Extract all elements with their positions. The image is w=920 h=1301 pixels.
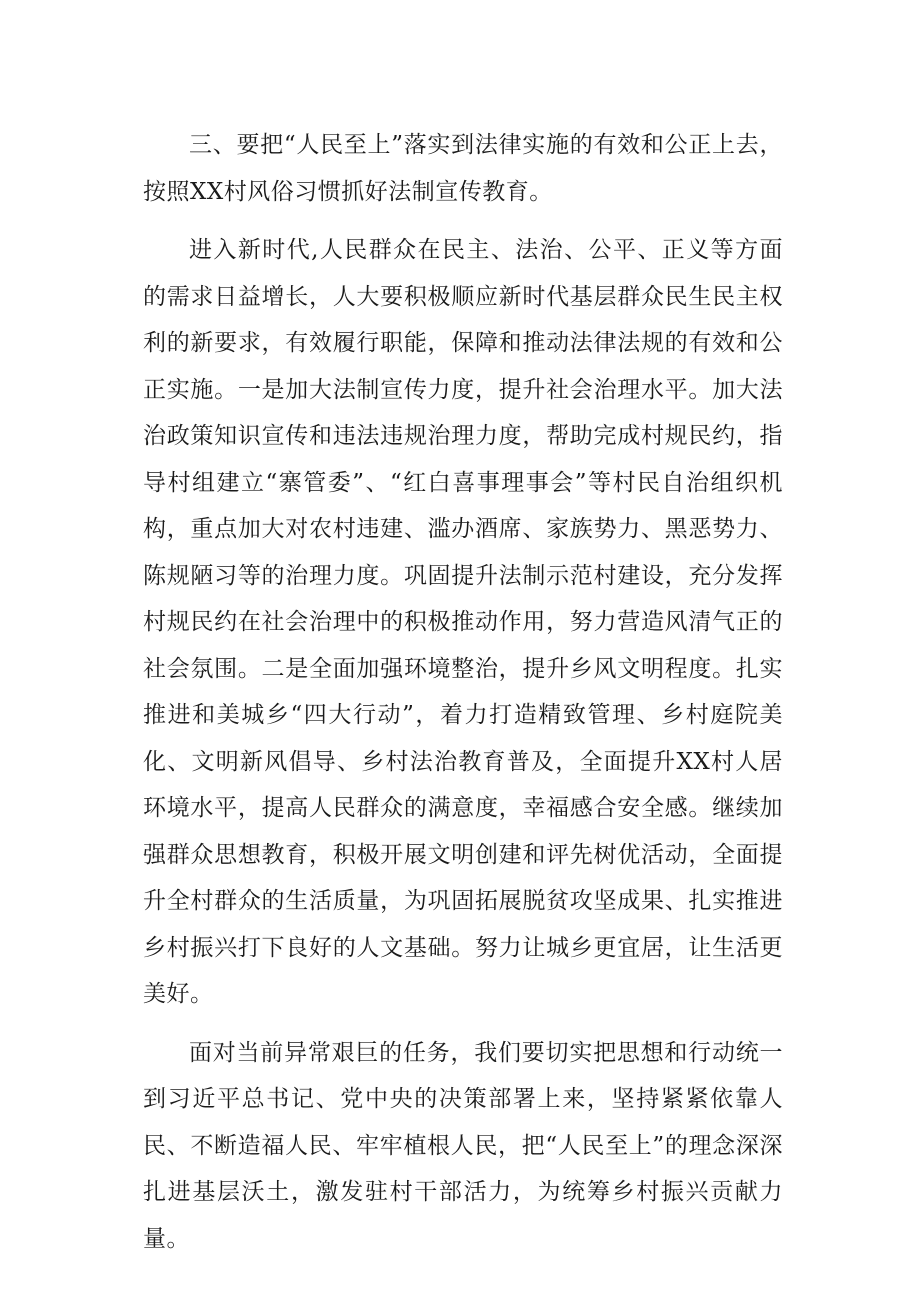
closing-paragraph: 面对当前异常艰巨的任务，我们要切实把思想和行动统一到习近平总书记、党中央的决策部署上来，坚持紧紧依靠人民、不断造福人民、牢牢植根人民，把“人民至上”的理念深深扎进基层沃土，激发驻村干部活力，为统筹乡村振兴贡献力量。 bbox=[143, 1039, 783, 1252]
body-paragraph: 进入新时代,人民群众在民主、法治、公平、正义等方面的需求日益增长，人大要积极顺应新时代基层群众民生民主权利的新要求，有效履行职能，保障和推动法律法规的有效和公正实施。一是加大法制宣传力度，提升社会治理水平。加大法治政策知识宣传和违法违规治理力度，帮助完成村规民约，指导村组建立“寨管委”、“红白喜事理事会”等村民自治组织机构，重点加大对农村违建、滥办酒席、家族势力、黑恶势力、陈规陋习等的治理力度。巩固提升法制示范村建设，充分发挥村规民约在社会治理中的积极推动作用，努力营造风清气正的社会氛围。二是全面加强环境整治，提升乡风文明程度。扎实推进和美城乡“四大行动”，着力打造精致管理、乡村庭院美化、文明新风倡导、乡村法治教育普及，全面提升XX村人居环境水平，提高人民群众的满意度，幸福感合安全感。继续加强群众思想教育，积极开展文明创建和评先树优活动，全面提升全村群众的生活质量，为巩固拓展脱贫攻坚成果、扎实推进乡村振兴打下良好的人文基础。努力让城乡更宜居，让生活更美好。 bbox=[143, 237, 783, 1007]
section-heading-paragraph: 三、要把“人民至上”落实到法律实施的有效和公正上去，按照XX村风俗习惯抓好法制宣传教育。 bbox=[143, 132, 783, 205]
document-body bbox=[143, 122, 783, 1262]
